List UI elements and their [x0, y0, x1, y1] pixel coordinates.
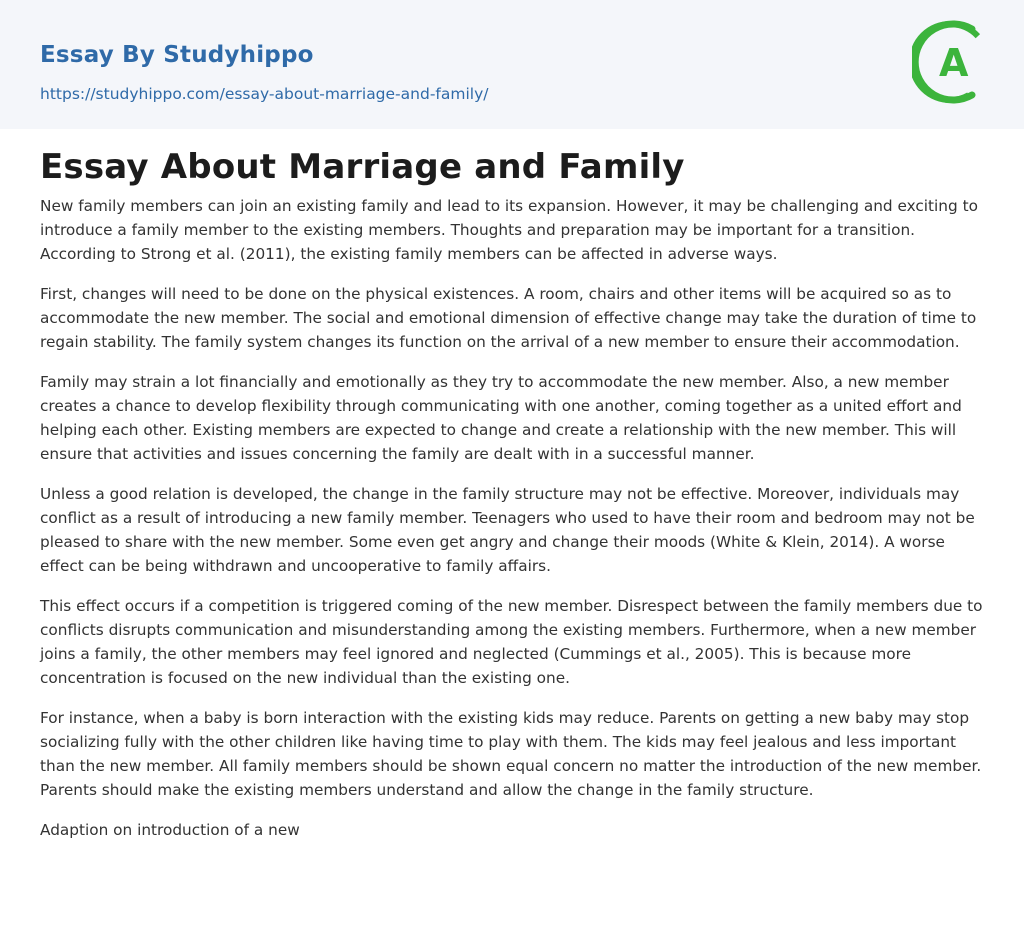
essay-url-link[interactable]: https://studyhippo.com/essay-about-marriage-and-family/	[40, 85, 489, 103]
paragraph: First, changes will need to be done on the physical existences. A room, chairs and other items will be acquired so as to accommodate the new member. The social and emotional dimension of effective change may take the duration of time to regain stability. The family system changes its function on the arrival of a new member to ensure their accommodation.	[40, 285, 977, 351]
paragraph: For instance, when a baby is born interaction with the existing kids may reduce. Parents on getting a new baby may stop socializing fully with the other children like having time to play with them. The kids may feel jealous and less important than the new member. All family members should be shown equal concern no matter the introduction of the new member. Parents should make the existing members understand and allow the change in the family structure.	[40, 709, 982, 799]
logo-letter: A	[939, 41, 969, 85]
brand-title[interactable]: Essay By Studyhippo	[40, 42, 314, 68]
paragraph: New family members can join an existing family and lead to its expansion. However, it may be challenging and exciting to introduce a family member to the existing members. Thoughts and preparation may be important for a transition. According to Strong et al. (2011), the existing family members can be affected in adverse ways.	[40, 197, 978, 263]
paragraph: Family may strain a lot financially and emotionally as they try to accommodate the new member. Also, a new member creates a chance to develop flexibility through communicating with one another, coming together as a united effort and helping each other. Existing members are expected to change and create a relationship with the new member. This will ensure that activities and issues concerning the family are dealt with in a successful manner.	[40, 373, 962, 463]
page-title: Essay About Marriage and Family	[40, 147, 685, 187]
paragraph: This effect occurs if a competition is triggered coming of the new member. Disrespect between the family members due to conflicts disrupts communication and misunderstanding among the existing members. Furthermore, when a new member joins a family, the other members may feel ignored and neglected (Cummings et al., 2005). This is because more concentration is focused on the new individual than the existing one.	[40, 597, 983, 687]
article-body	[40, 194, 985, 858]
paragraph: Unless a good relation is developed, the change in the family structure may not be effective. Moreover, individuals may conflict as a result of introducing a new family member. Teenagers who used to have their room and bedroom may not be pleased to share with the new member. Some even get angry and change their moods (White & Klein, 2014). A worse effect can be being withdrawn and uncooperative to family affairs.	[40, 485, 975, 575]
paragraph: Adaption on introduction of a new	[40, 821, 300, 839]
page-header	[0, 0, 1024, 129]
studyhippo-logo-icon[interactable]	[912, 18, 988, 106]
